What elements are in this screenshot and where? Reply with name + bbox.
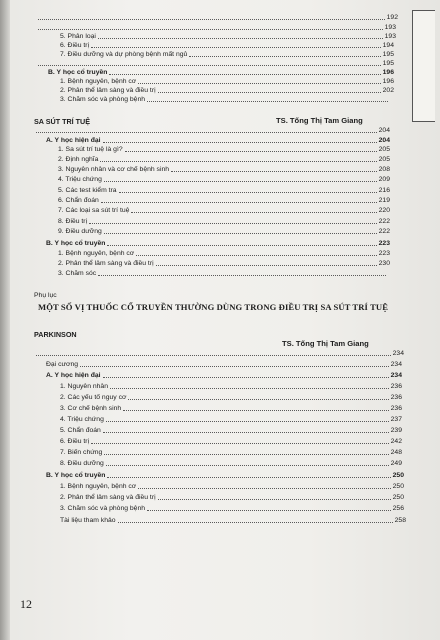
toc-entry: 1. Bệnh nguyên, bệnh cơ 250 xyxy=(60,483,404,490)
toc-entry: 1. Nguyên nhân 236 xyxy=(60,383,402,390)
toc-entry: 195 xyxy=(36,60,394,68)
toc-entry: 3. Chăm sóc và phòng bệnh 256 xyxy=(60,505,404,512)
toc-entry: 1. Bệnh nguyên, bệnh cơ 223 xyxy=(58,250,390,257)
toc-entry: 3. Cơ chế bệnh sinh 236 xyxy=(60,405,402,412)
toc-entry: 8. Điều dưỡng 249 xyxy=(60,460,402,467)
toc-entry: 5. Các test kiểm tra 216 xyxy=(58,187,390,194)
toc-entry: A. Y học hiện đại 234 xyxy=(46,372,402,379)
toc-entry: 193 xyxy=(36,24,396,32)
appendix-title: MỘT SỐ VỊ THUỐC CỔ TRUYỀN THƯỜNG DÙNG TRONG ĐIỀU TRỊ SA SÚT TRÍ TUỆ xyxy=(38,302,389,312)
page-binding xyxy=(0,0,10,640)
toc-entry: 7. Điều dưỡng và dự phòng bệnh mất ngủ 195 xyxy=(60,51,394,58)
adjacent-sheet-edge xyxy=(412,10,435,122)
toc-entry: B. Y học cổ truyền 223 xyxy=(46,240,390,247)
toc-entry: Tài liệu tham khảo 258 xyxy=(60,517,406,524)
toc-entry: 4. Triệu chứng 209 xyxy=(58,176,390,183)
toc-entry: A. Y học hiện đại 204 xyxy=(46,137,390,144)
toc-entry: 234 xyxy=(34,350,404,358)
toc-entry: 7. Các loại sa sút trí tuệ 220 xyxy=(58,207,390,214)
toc-entry: 1. Bệnh nguyên, bệnh cơ 196 xyxy=(60,78,394,85)
toc-entry: 6. Điều trị 194 xyxy=(60,42,394,49)
toc-entry: 9. Điều dưỡng 222 xyxy=(58,228,390,235)
toc-entry: 1. Sa sút trí tuệ là gì? 205 xyxy=(58,146,390,153)
toc-entry: 204 xyxy=(34,127,390,135)
toc-entry: 2. Định nghĩa 205 xyxy=(58,156,390,163)
toc-entry: 5. Chẩn đoán 239 xyxy=(60,427,402,434)
toc-entry: 2. Phân thể lâm sàng và điều trị 230 xyxy=(58,260,390,267)
toc-entry: 5. Phân loại 193 xyxy=(60,33,396,40)
toc-entry: 3. Nguyên nhân và cơ chế bệnh sinh 208 xyxy=(58,166,390,173)
section-author: TS. Tống Thị Tam Giang xyxy=(282,339,369,348)
toc-entry: 4. Triệu chứng 237 xyxy=(60,416,402,423)
section-title: SA SÚT TRÍ TUỆ xyxy=(34,117,91,126)
section-author: TS. Tống Thị Tam Giang xyxy=(276,116,363,125)
toc-entry: 2. Các yếu tố nguy cơ 236 xyxy=(60,394,402,401)
toc-entry: 6. Điều trị 242 xyxy=(60,438,402,445)
toc-entry: 8. Điều trị 222 xyxy=(58,218,390,225)
toc-entry: 6. Chẩn đoán 219 xyxy=(58,197,390,204)
toc-entry: 3. Chăm sóc xyxy=(58,270,388,278)
toc-entry: 7. Biến chứng 248 xyxy=(60,449,402,456)
toc-entry: B. Y học cổ truyền 196 xyxy=(48,69,394,76)
toc-entry: 192 xyxy=(36,14,398,22)
toc-entry: 2. Phân thể lâm sàng và điều trị 202 xyxy=(60,87,394,94)
toc-entry: 3. Chăm sóc và phòng bệnh xyxy=(60,96,390,104)
toc-entry: Đại cương 234 xyxy=(46,361,402,368)
appendix-label: Phụ lục xyxy=(34,292,57,299)
toc-entry: 2. Phân thể lâm sàng và điều trị 250 xyxy=(60,494,404,501)
page-number: 12 xyxy=(20,597,32,611)
section-title: PARKINSON xyxy=(34,330,77,339)
toc-entry: B. Y học cổ truyền 250 xyxy=(46,472,404,479)
